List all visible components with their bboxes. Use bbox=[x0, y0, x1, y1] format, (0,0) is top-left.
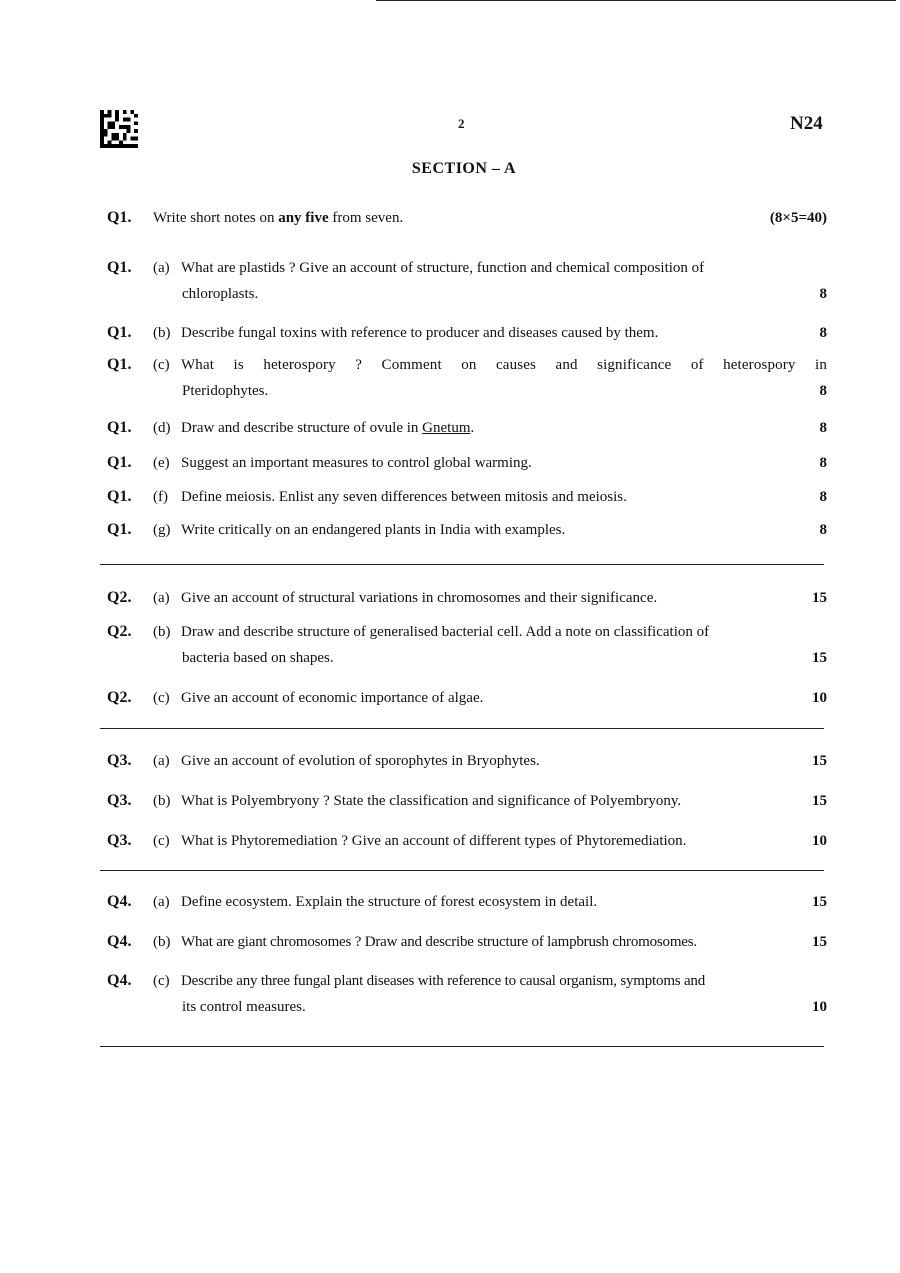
question-text: Define ecosystem. Explain the structure of forest ecosystem in detail. bbox=[181, 894, 598, 910]
question-marks: 15 bbox=[812, 934, 827, 950]
question-part: (a) bbox=[153, 260, 170, 276]
question-label: Q1. bbox=[107, 324, 132, 341]
question-part: (g) bbox=[153, 522, 171, 538]
question-label: Q2. bbox=[107, 689, 132, 706]
question-text: What are giant chromosomes ? Draw and describe structure of lampbrush chromosomes. bbox=[181, 934, 697, 950]
question-label: Q1. bbox=[107, 521, 132, 538]
question-part: (c) bbox=[153, 357, 170, 373]
question-label: Q1. bbox=[107, 454, 132, 471]
question-text: What is heterospory ? Comment on causes and significance of heterospory in bbox=[181, 357, 827, 373]
question-text: Write critically on an endangered plants in India with examples. bbox=[181, 522, 566, 538]
question-marks: 8 bbox=[819, 325, 827, 341]
question-part: (b) bbox=[153, 325, 171, 341]
top-border-rule bbox=[376, 0, 896, 1]
question-part: (f) bbox=[153, 489, 168, 505]
section-divider bbox=[100, 564, 824, 565]
question-text: Define meiosis. Enlist any seven differences between mitosis and meiosis. bbox=[181, 489, 627, 505]
question-text: Give an account of structural variations in chromosomes and their significance. bbox=[181, 590, 658, 606]
question-label: Q1. bbox=[107, 259, 132, 276]
question-marks: 8 bbox=[819, 383, 827, 399]
question-marks: 10 bbox=[812, 999, 827, 1015]
question-marks: 8 bbox=[819, 420, 827, 436]
question-part: (a) bbox=[153, 590, 170, 606]
section-title: SECTION – A bbox=[411, 160, 517, 177]
question-part: (c) bbox=[153, 833, 170, 849]
question-marks: 15 bbox=[812, 793, 827, 809]
section-divider bbox=[100, 728, 824, 729]
question-marks: 10 bbox=[812, 833, 827, 849]
question-text-cont: bacteria based on shapes. bbox=[182, 650, 334, 666]
question-text: What is Phytoremediation ? Give an account of different types of Phytoremediation. bbox=[181, 833, 687, 849]
question-text: Draw and describe structure of ovule in Gnetum. bbox=[181, 420, 475, 436]
question-text: Draw and describe structure of generalised bacterial cell. Add a note on classification of bbox=[181, 624, 710, 640]
section-divider bbox=[100, 1046, 824, 1047]
question-label: Q1. bbox=[107, 209, 132, 226]
question-part: (b) bbox=[153, 793, 171, 809]
question-text: Give an account of evolution of sporophytes in Bryophytes. bbox=[181, 753, 540, 769]
question-text-cont: chloroplasts. bbox=[182, 286, 259, 302]
question-marks: 15 bbox=[812, 650, 827, 666]
question-text: What is Polyembryony ? State the classification and significance of Polyembryony. bbox=[181, 793, 682, 809]
question-label: Q4. bbox=[107, 972, 132, 989]
question-label: Q1. bbox=[107, 488, 132, 505]
question-marks: 8 bbox=[819, 455, 827, 471]
paper-code: N24 bbox=[790, 113, 823, 134]
question-text: Give an account of economic importance of algae. bbox=[181, 690, 484, 706]
question-marks: 15 bbox=[812, 590, 827, 606]
question-text-cont: its control measures. bbox=[182, 999, 306, 1015]
question-label: Q4. bbox=[107, 933, 132, 950]
question-marks: (8×5=40) bbox=[769, 210, 827, 226]
question-label: Q1. bbox=[107, 419, 132, 436]
question-part: (c) bbox=[153, 973, 170, 989]
question-part: (b) bbox=[153, 934, 171, 950]
question-text-cont: Pteridophytes. bbox=[182, 383, 269, 399]
question-text: What are plastids ? Give an account of structure, function and chemical composition of bbox=[181, 260, 705, 276]
question-label: Q3. bbox=[107, 792, 132, 809]
question-part: (a) bbox=[153, 753, 170, 769]
question-label: Q3. bbox=[107, 752, 132, 769]
question-text: Describe fungal toxins with reference to producer and diseases caused by them. bbox=[181, 325, 659, 341]
question-text: Suggest an important measures to control global warming. bbox=[181, 455, 532, 471]
question-part: (a) bbox=[153, 894, 170, 910]
question-part: (e) bbox=[153, 455, 170, 471]
question-marks: 8 bbox=[819, 522, 827, 538]
question-text: Describe any three fungal plant diseases with reference to causal organism, symptoms and bbox=[181, 973, 706, 989]
question-text: Write short notes on any five from seven. bbox=[153, 210, 404, 226]
question-label: Q2. bbox=[107, 589, 132, 606]
section-divider bbox=[100, 870, 824, 871]
question-label: Q4. bbox=[107, 893, 132, 910]
datamatrix-code-icon bbox=[100, 110, 138, 148]
question-marks: 15 bbox=[812, 753, 827, 769]
page-number: 2 bbox=[458, 116, 465, 131]
question-part: (c) bbox=[153, 690, 170, 706]
question-label: Q2. bbox=[107, 623, 132, 640]
question-label: Q1. bbox=[107, 356, 132, 373]
question-marks: 8 bbox=[819, 286, 827, 302]
question-marks: 8 bbox=[819, 489, 827, 505]
question-part: (d) bbox=[153, 420, 171, 436]
question-marks: 15 bbox=[812, 894, 827, 910]
question-label: Q3. bbox=[107, 832, 132, 849]
question-part: (b) bbox=[153, 624, 171, 640]
question-marks: 10 bbox=[812, 690, 827, 706]
